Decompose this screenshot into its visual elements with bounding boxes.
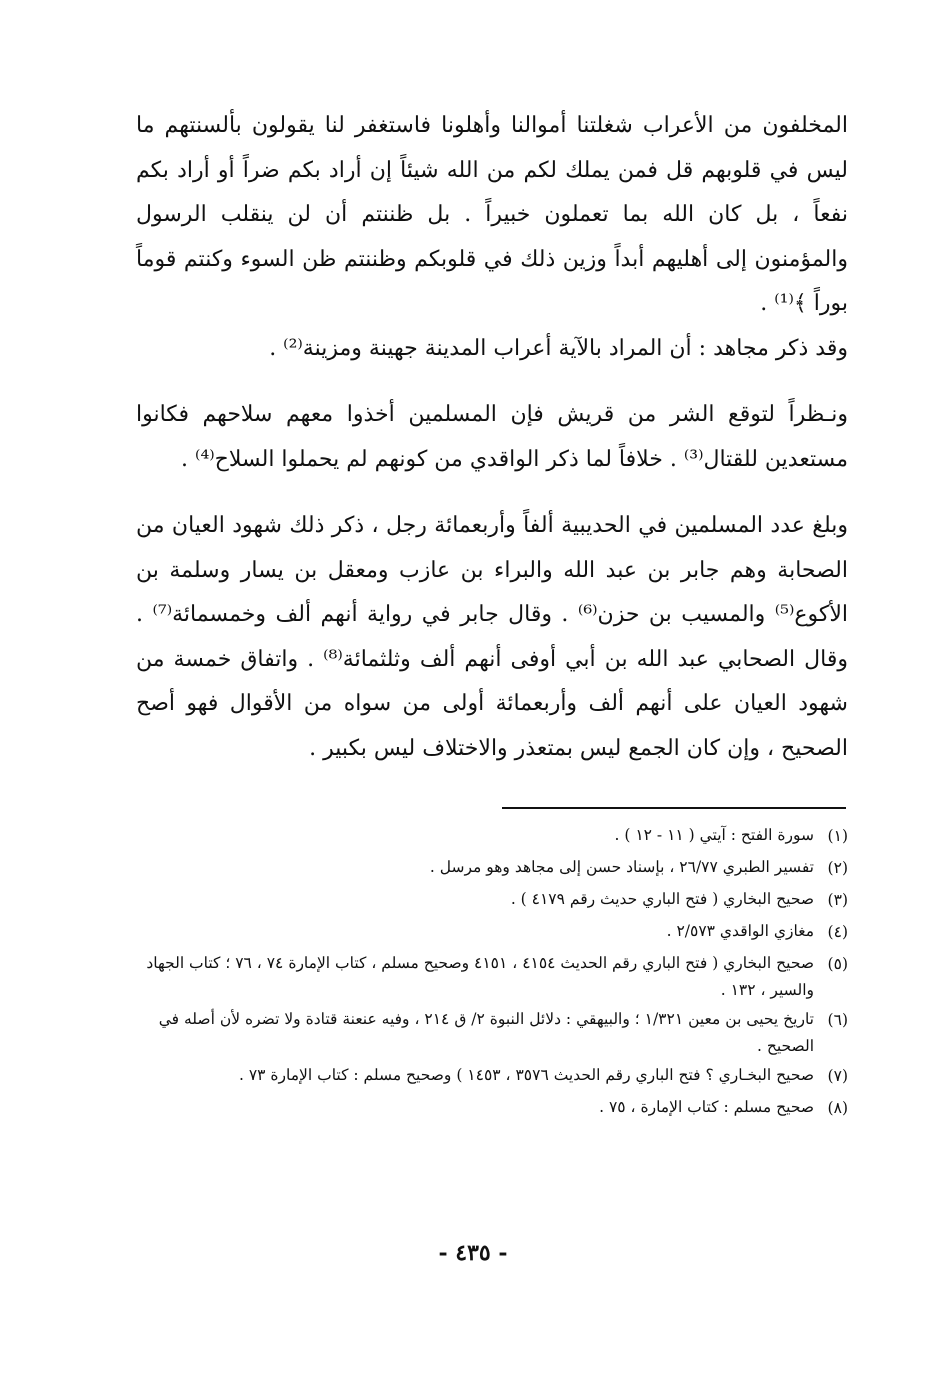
footnote-text: مغازي الواقدي ٢/٥٧٣ . (666, 922, 814, 940)
footnote-text: صحيح مسلم : كتاب الإمارة ، ٧٥ . (599, 1098, 814, 1116)
footnote-number: (٥) (827, 955, 848, 973)
paragraph-muslim-count: وبلغ عدد المسلمين في الحديبية ألفاً وأربعمائة رجل ، ذكر ذلك شهود العيان من الصحابة وهم جابر بن عبد الله والبراء بن عازب ومعقل بن يسار وسلمة بن الأكوع⁽⁵⁾ والمسيب بن حزن⁽⁶⁾ . وقال جابر في رواية أنهم ألف وخمسمائة⁽⁷⁾ . وقال الصحابي عبد الله بن أبي أوفى أنهم ألف وثلثمائة⁽⁸⁾ . واتفاق خمسة من شهود العيان على أنهم ألف وأربعمائة أولى من سواه من الأقوال فهو أصح الصحيح ، وإن كان الجمع ليس بمتعذر والاختلاف ليس بكبير . (136, 513, 849, 761)
footnote-number: (٣) (827, 891, 848, 909)
footnote-item (136, 1060, 848, 1092)
footnotes-list (136, 820, 848, 1124)
footnote-item (136, 852, 848, 884)
footnote-text: صحيح البخاري ( فتح الباري حديث رقم ٤١٧٩ ) . (510, 890, 814, 908)
footnote-text: صحيح البخـاري ؟ فتح الباري رقم الحديث ٣٥٧٦ ، ١٤٥٣ ) وصحيح مسلم : كتاب الإمارة ٧٣ . (238, 1066, 814, 1084)
footnote-item (136, 884, 848, 916)
paragraph-weapons: ونـظراً لتوقع الشر من قريش فإن المسلمين أخذوا معهم سلاحهم فكانوا مستعدين للقتال⁽³⁾ . خلافاً لما ذكر الواقدي من كونهم لم يحملوا السلاح⁽⁴⁾ . (136, 402, 848, 472)
footnote-number: (٧) (827, 1067, 848, 1085)
footnote-number: (٤) (827, 923, 848, 941)
paragraph-mujahid: وقد ذكر مجاهد : أن المراد بالآية أعراب المدينة جهينة ومزينة⁽²⁾ . (269, 335, 848, 361)
body-text (136, 104, 848, 771)
paragraph-quran-quote: المخلفون من الأعراب شغلتنا أموالنا وأهلونا فاستغفر لنا يقولون بألسنتهم ما ليس في قلوبهم قل فمن يملك لكم من الله شيئاً إن أراد بكم ضراً أو أراد بكم نفعاً ، بل كان الله بما تعملون خبيراً . بل ظننتم أن لن ينقلب الرسول والمؤمنون إلى أهليهم أبداً وزين ذلك في قلوبكم وظننتم ظن السوء وكنتم قوماً بوراً ﴾⁽¹⁾ . (136, 113, 848, 316)
footnote-item (136, 1004, 848, 1060)
footnote-text: تاريخ يحيى بن معين ١/٣٢١ ؛ والبيهقي : دلائل النبوة ٢/ ق ٢١٤ ، وفيه عنعنة قتادة ولا تضره لأن أصله في الصحيح . (158, 1010, 814, 1055)
footnote-text: صحيح البخاري ( فتح الباري رقم الحديث ٤١٥٤ ، ٤١٥١ وصحيح مسلم ، كتاب الإمارة ٧٤ ، ٧٦ ؛ كتاب الجهاد والسير ، ١٣٢ . (146, 954, 814, 999)
footnote-item (136, 1092, 848, 1124)
footnote-item (136, 948, 848, 1004)
footnote-separator (502, 807, 846, 809)
footnote-item (136, 820, 848, 852)
footnote-number: (٢) (827, 859, 848, 877)
footnote-number: (٨) (827, 1099, 848, 1117)
footnote-number: (٦) (827, 1011, 848, 1029)
footnote-number: (١) (827, 827, 848, 845)
page-number: - ٤٣٥ - (438, 1240, 508, 1266)
footnote-text: سورة الفتح : آيتي ( ١١ - ١٢ ) . (614, 826, 814, 844)
footnote-text: تفسير الطبري ٢٦/٧٧ ، بإسناد حسن إلى مجاهد وهو مرسل . (429, 858, 814, 876)
footnote-item (136, 916, 848, 948)
